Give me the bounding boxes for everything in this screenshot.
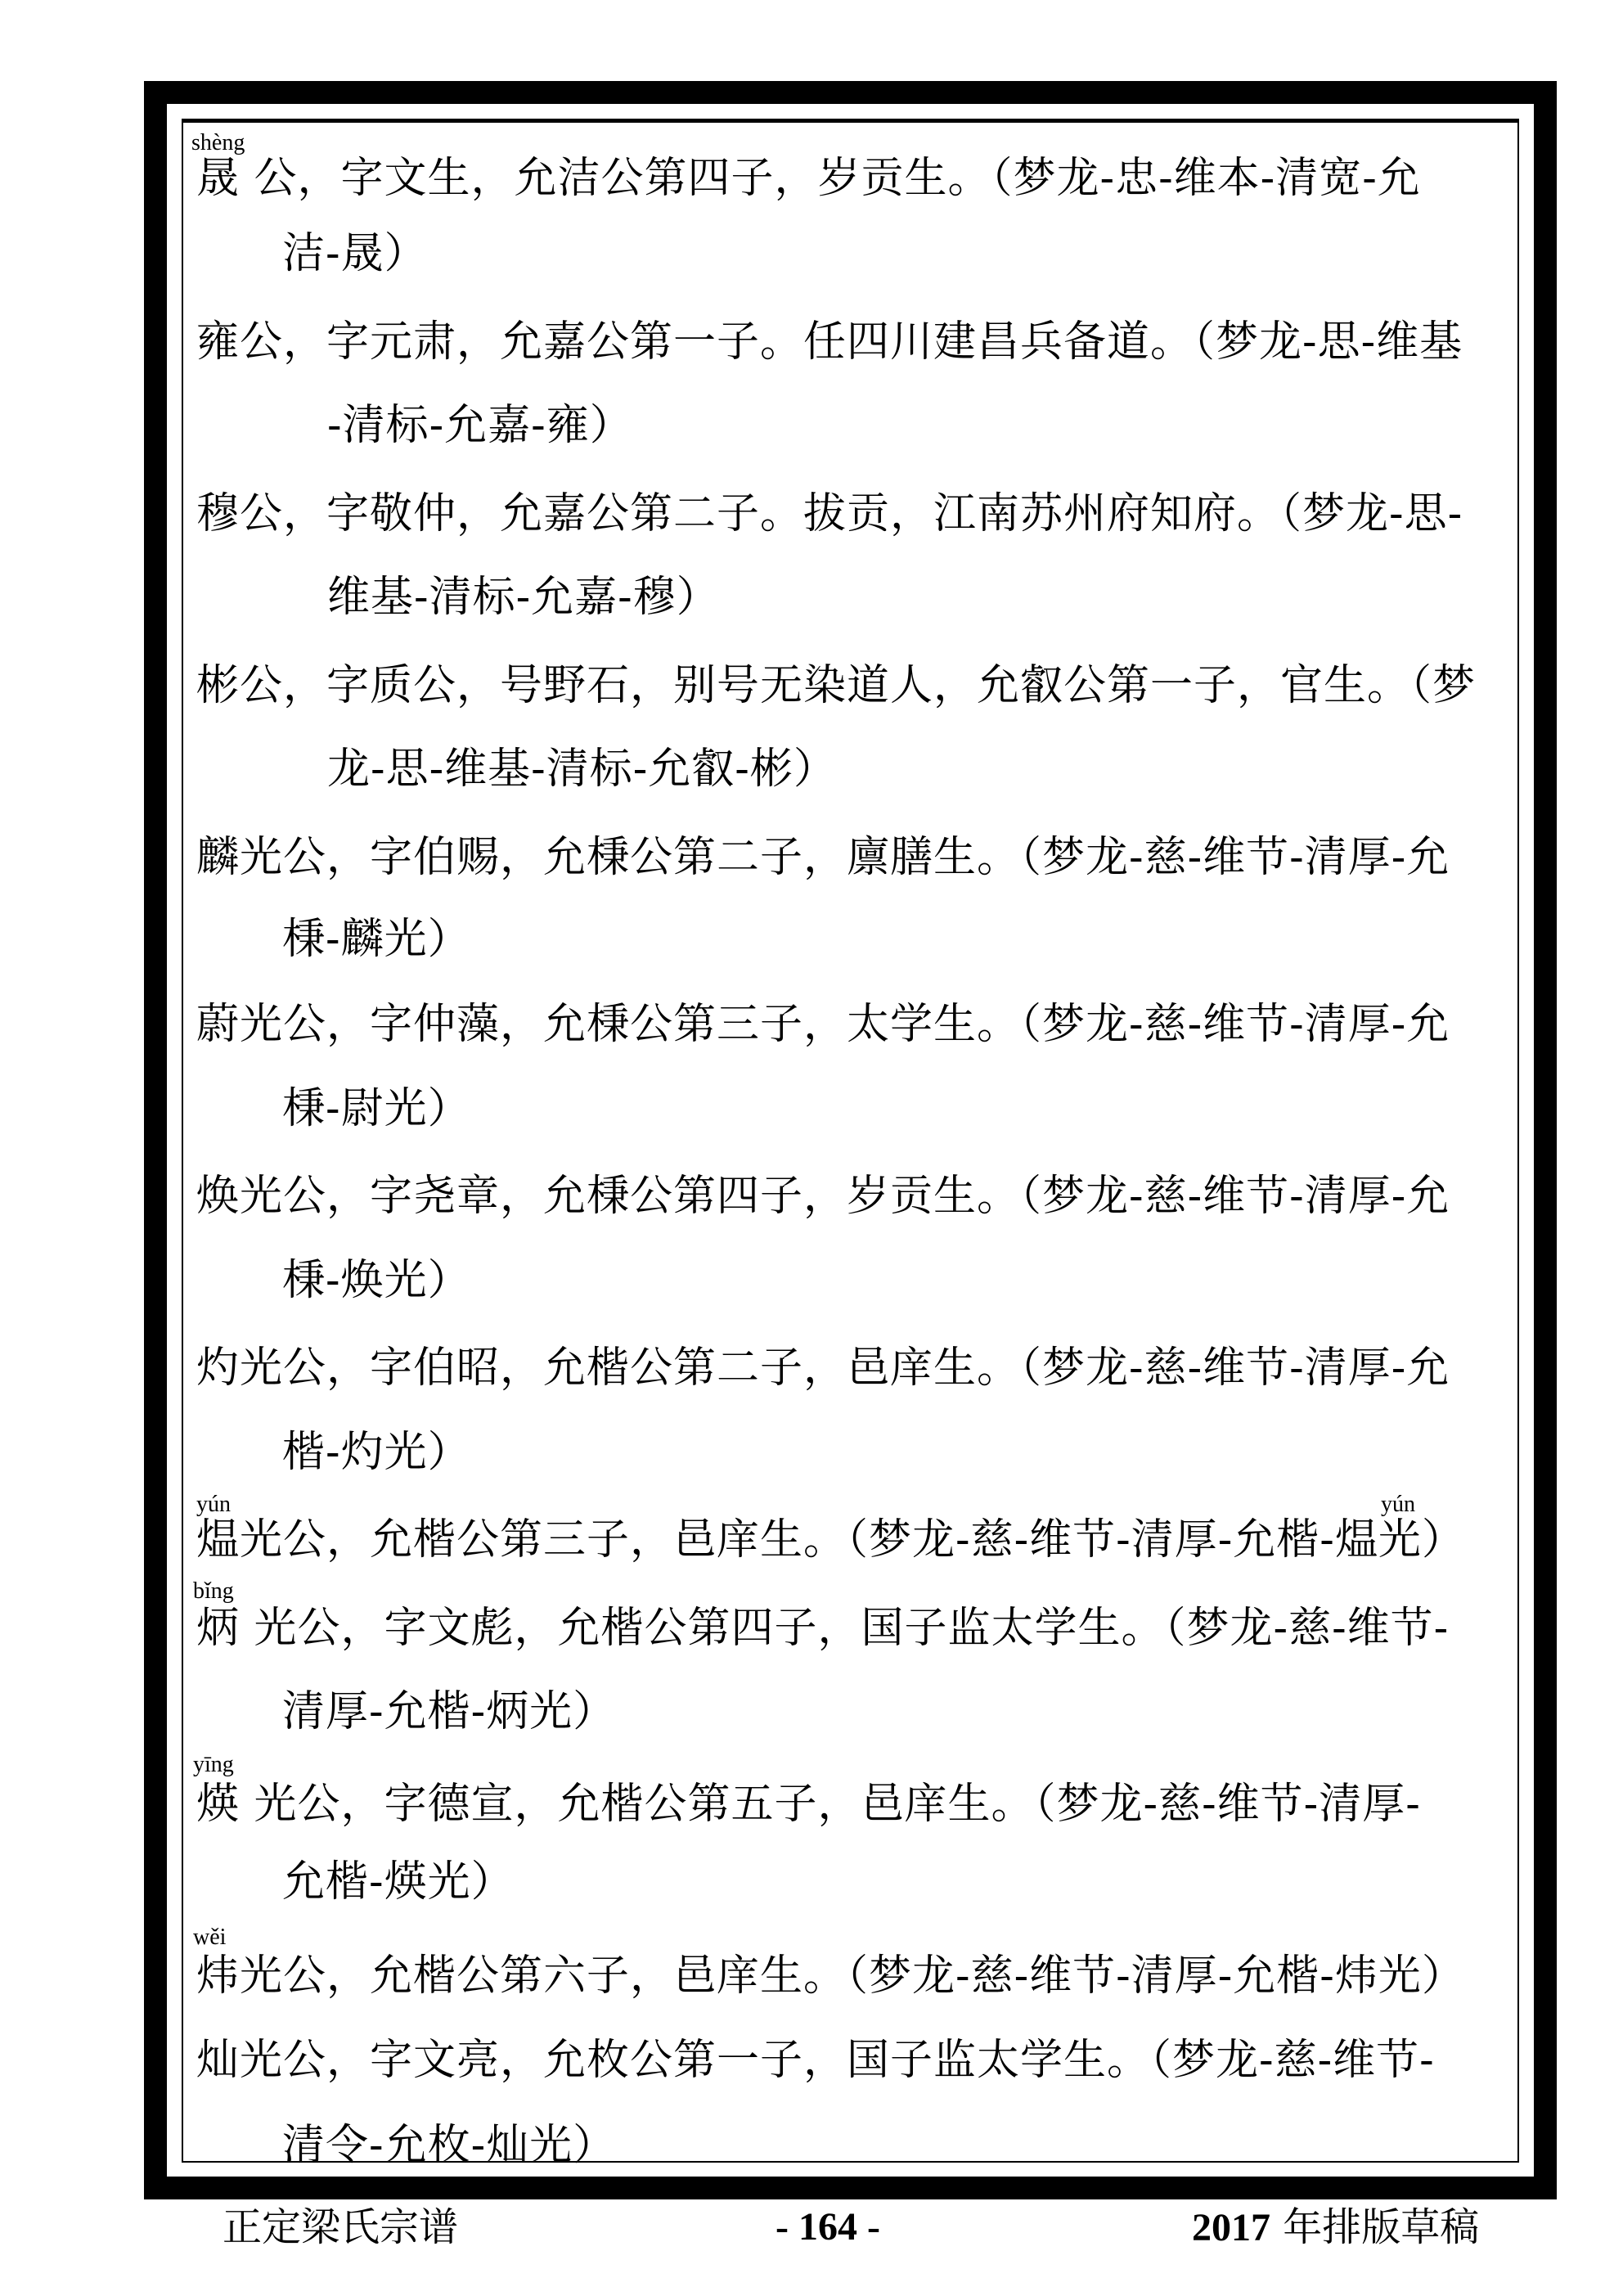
entry-continuation: 棅-尉光） — [282, 1084, 471, 1133]
footer-note-text: 年排版草稿 — [1283, 2204, 1480, 2250]
entry-line: 麟光公，字伯赐，允棅公第二子，廪膳生。（梦龙-慈-维节-清厚-允 — [196, 833, 1450, 882]
entry-line: 彬公，字质公，号野石，别号无染道人，允叡公第一子，官生。（梦 — [196, 661, 1477, 710]
footer-book-title: 正定梁氏宗谱 — [223, 2204, 459, 2250]
pinyin-annotation: bǐng — [193, 1578, 234, 1604]
entry-continuation: 允楷-煐光） — [282, 1857, 515, 1907]
entry-line: 雍公，字元肃，允嘉公第一子。任四川建昌兵备道。（梦龙-思-维基 — [196, 317, 1463, 367]
entry-continuation: 洁-晟） — [282, 229, 428, 278]
entry-line: 煐 光公，字德宣，允楷公第五子，邑庠生。（梦龙-慈-维节-清厚- — [196, 1780, 1421, 1829]
entry-line: 穆公，字敬仲，允嘉公第二子。拔贡，江南苏州府知府。（梦龙-思- — [196, 489, 1463, 538]
pinyin-annotation: shèng — [191, 130, 245, 155]
footer-year: 2017 — [1192, 2206, 1270, 2249]
pinyin-annotation: wěi — [193, 1925, 227, 1950]
entry-line: 灿光公，字文亮，允枚公第一子，国子监太学生。（梦龙-慈-维节- — [196, 2036, 1435, 2085]
entry-continuation: 清厚-允楷-炳光） — [282, 1687, 617, 1736]
entry-line: 炜光公，允楷公第六子，邑庠生。（梦龙-慈-维节-清厚-允楷-炜光） — [196, 1952, 1465, 2001]
entry-line: 灼光公，字伯昭，允楷公第二子，邑庠生。（梦龙-慈-维节-清厚-允 — [196, 1344, 1450, 1393]
pinyin-annotation: yún — [196, 1492, 231, 1517]
entry-line: 煴光公，允楷公第三子，邑庠生。（梦龙-慈-维节-清厚-允楷-煴光） — [196, 1515, 1465, 1564]
entry-line: 蔚光公，字仲藻，允棅公第三子，太学生。（梦龙-慈-维节-清厚-允 — [196, 1000, 1450, 1049]
entry-continuation: 棅-焕光） — [282, 1256, 471, 1305]
pinyin-annotation: yīng — [193, 1752, 234, 1777]
entry-line: 晟 公，字文生，允洁公第四子，岁贡生。（梦龙-忠-维本-清宽-允 — [196, 154, 1421, 203]
entry-continuation: 维基-清标-允嘉-穆） — [327, 573, 720, 622]
footer-draft-note — [1192, 2203, 1479, 2253]
entry-line: 炳 光公，字文彪，允楷公第四子，国子监太学生。（梦龙-慈-维节- — [196, 1604, 1450, 1653]
footer-page-number: - 164 - — [776, 2205, 880, 2249]
entry-continuation: 棅-麟光） — [282, 915, 471, 964]
entry-line: 焕光公，字尧章，允棅公第四子，岁贡生。（梦龙-慈-维节-清厚-允 — [196, 1172, 1450, 1221]
entry-continuation: -清标-允嘉-雍） — [327, 401, 633, 450]
entry-continuation: 清令-允枚-灿光） — [282, 2121, 617, 2170]
entry-continuation: 楷-灼光） — [282, 1428, 471, 1477]
pinyin-annotation-right: yún — [1381, 1492, 1415, 1517]
entry-continuation: 龙-思-维基-清标-允叡-彬） — [327, 745, 837, 794]
